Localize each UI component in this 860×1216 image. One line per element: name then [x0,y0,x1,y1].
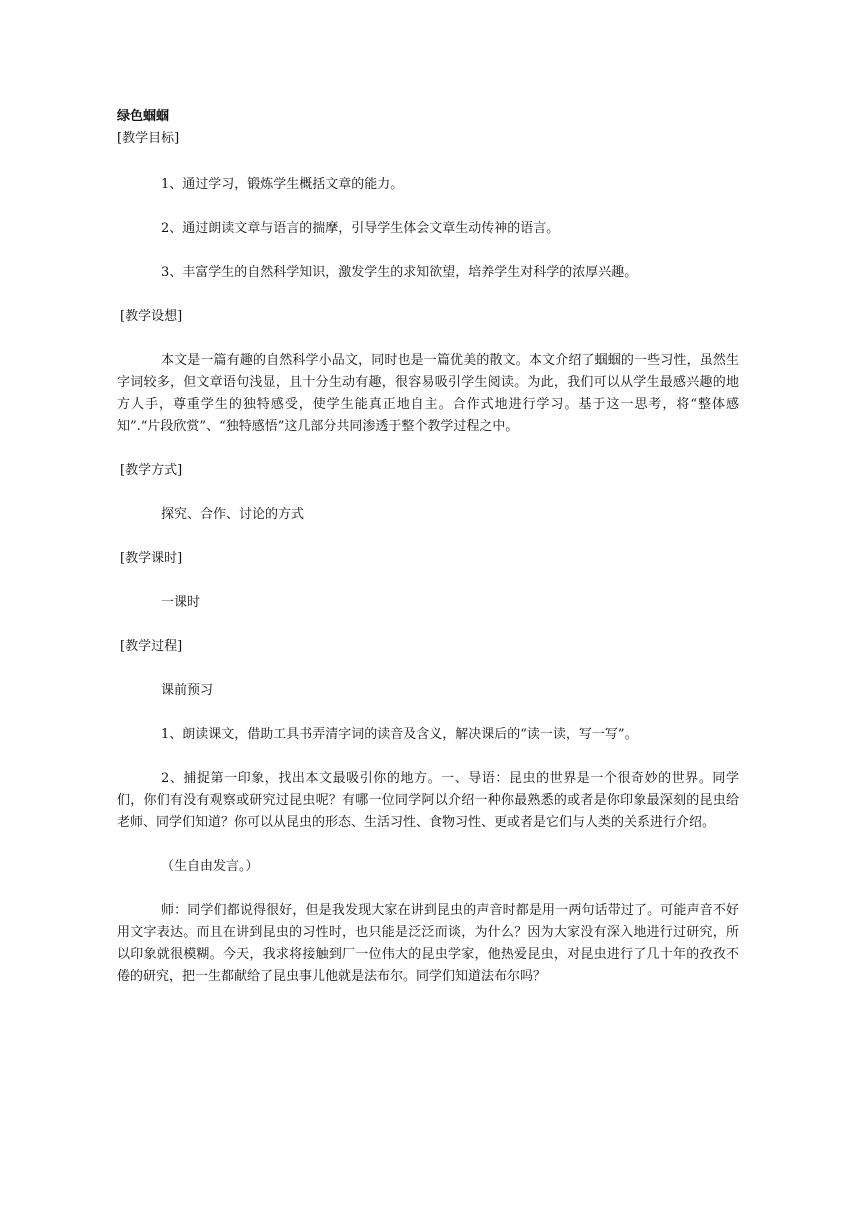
spacer [117,526,739,548]
preview-item-2: 2、捕捉第一印象，找出本文最吸引你的地方。一、导语：昆虫的世界是一个很奇妙的世界。同学们，你们有没有观察或研究过昆虫呢？有哪一位同学阿以介绍一种你最熟悉的或者是你印象最深刻的昆虫给老师、同学们知道？你可以从昆虫的形态、生活习性、食物习性、更或者是它们与人类的关系进行介绍。 [117,771,739,830]
method-paragraph: 探究、合作、讨论的方式 [161,507,305,522]
spacer [117,284,739,306]
design-paragraph: 本文是一篇有趣的自然科学小品文，同时也是一篇优美的散文。本文介绍了蝈蝈的一些习性，虽然生字词较多，但文章语句浅显，且十分生动有趣，很容易吸引学生阅读。为此，我们可以从学生最感兴趣的地方人手，尊重学生的独特感受，使学生能真正地自主。合作式地进行学习。基于这一思考，将“整体感知”.“片段欣赏”、“独特感悟”这几部分共同渗透于整个教学过程之中。 [117,353,739,434]
spacer [117,658,739,680]
spacer [117,878,739,900]
spacer [117,834,739,856]
goal-item-1: 1、通过学习，锻炼学生概括文章的能力。 [161,177,404,192]
spacer [117,570,739,592]
heading-goals: [教学目标] [117,131,180,146]
spacer [117,438,739,460]
preview-label: 课前预习 [161,683,214,698]
student-note: （生自由发言。） [161,859,259,874]
spacer [117,328,739,350]
document-page [117,106,739,988]
goal-item-2: 2、通过朗读文章与语言的揣摩，引导学生体会文章生动传神的语言。 [161,221,560,236]
hours-paragraph: 一课时 [161,595,201,610]
heading-design: [教学设想] [120,309,183,324]
document-title: 绿色蝈蝈 [117,109,170,124]
heading-process: [教学过程] [120,639,183,654]
goal-item-3: 3、丰富学生的自然科学知识，激发学生的求知欲望，培养学生对科学的浓厚兴趣。 [161,265,638,280]
spacer [117,240,739,262]
spacer [117,196,739,218]
spacer [117,614,739,636]
teacher-paragraph: 师：同学们都说得很好，但是我发现大家在讲到昆虫的声音时都是用一两句话带过了。可能声音不好用文字表达。而且在讲到昆虫的习性时，也只能是泛泛而谈，为什么？因为大家没有深入地进行过研究，所以印象就很模糊。今天，我求将接触到厂一位伟大的昆虫学家，他热爱昆虫，对昆虫进行了几十年的孜孜不倦的研究，把一生都献给了昆虫事儿他就是法布尔。同学们知道法布尔吗？ [117,903,739,984]
spacer [117,482,739,504]
spacer [117,150,739,174]
preview-item-1: 1、朗读课文，借助工具书弄清字词的读音及含义，解决课后的“读一读，写一写”。 [161,727,638,742]
spacer [117,746,739,768]
heading-method: [教学方式] [120,463,183,478]
heading-hours: [教学课时] [120,551,183,566]
spacer [117,702,739,724]
